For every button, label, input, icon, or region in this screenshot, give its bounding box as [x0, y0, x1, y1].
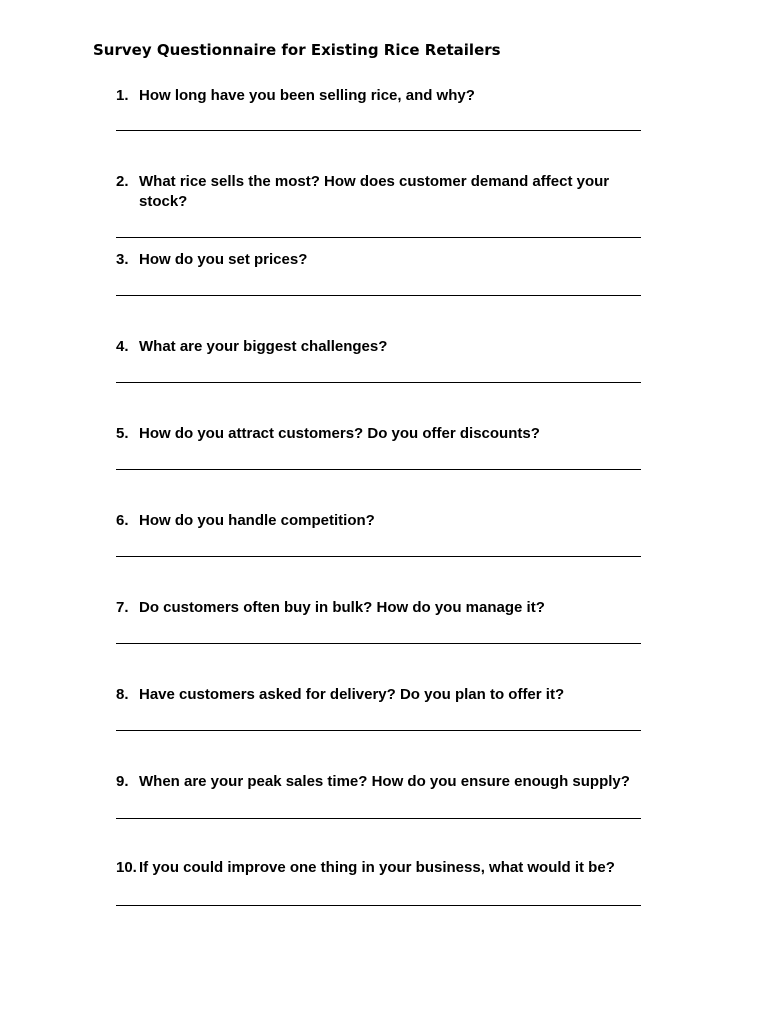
question-text: How long have you been selling rice, and why?	[139, 87, 475, 104]
question-number: 4.	[116, 338, 129, 355]
question-number: 1.	[116, 87, 129, 104]
answer-line[interactable]	[116, 818, 641, 819]
question-text: Do customers often buy in bulk? How do you manage it?	[139, 599, 545, 616]
answer-line[interactable]	[116, 556, 641, 557]
question-text: How do you set prices?	[139, 251, 308, 268]
question-number: 7.	[116, 599, 129, 616]
question-number: 10.	[116, 859, 137, 876]
answer-line[interactable]	[116, 643, 641, 644]
page-title: Survey Questionnaire for Existing Rice Retailers	[93, 41, 501, 59]
question-number: 6.	[116, 512, 129, 529]
question-text: How do you handle competition?	[139, 512, 375, 529]
answer-line[interactable]	[116, 295, 641, 296]
question-text: What rice sells the most? How does customer demand affect your stock?	[139, 173, 610, 210]
question-number: 9.	[116, 773, 129, 790]
answer-line[interactable]	[116, 905, 641, 906]
answer-line[interactable]	[116, 469, 641, 470]
question-number: 2.	[116, 173, 129, 190]
answer-line[interactable]	[116, 237, 641, 238]
question-text: What are your biggest challenges?	[139, 338, 388, 355]
question-text: If you could improve one thing in your business, what would it be?	[139, 859, 615, 876]
question-number: 3.	[116, 251, 129, 268]
question-text: Have customers asked for delivery? Do you plan to offer it?	[139, 686, 565, 703]
answer-line[interactable]	[116, 730, 641, 731]
answer-line[interactable]	[116, 130, 641, 131]
question-text: How do you attract customers? Do you offer discounts?	[139, 425, 540, 442]
question-number: 8.	[116, 686, 129, 703]
answer-line[interactable]	[116, 382, 641, 383]
question-text: When are your peak sales time? How do you ensure enough supply?	[139, 773, 630, 790]
question-number: 5.	[116, 425, 129, 442]
